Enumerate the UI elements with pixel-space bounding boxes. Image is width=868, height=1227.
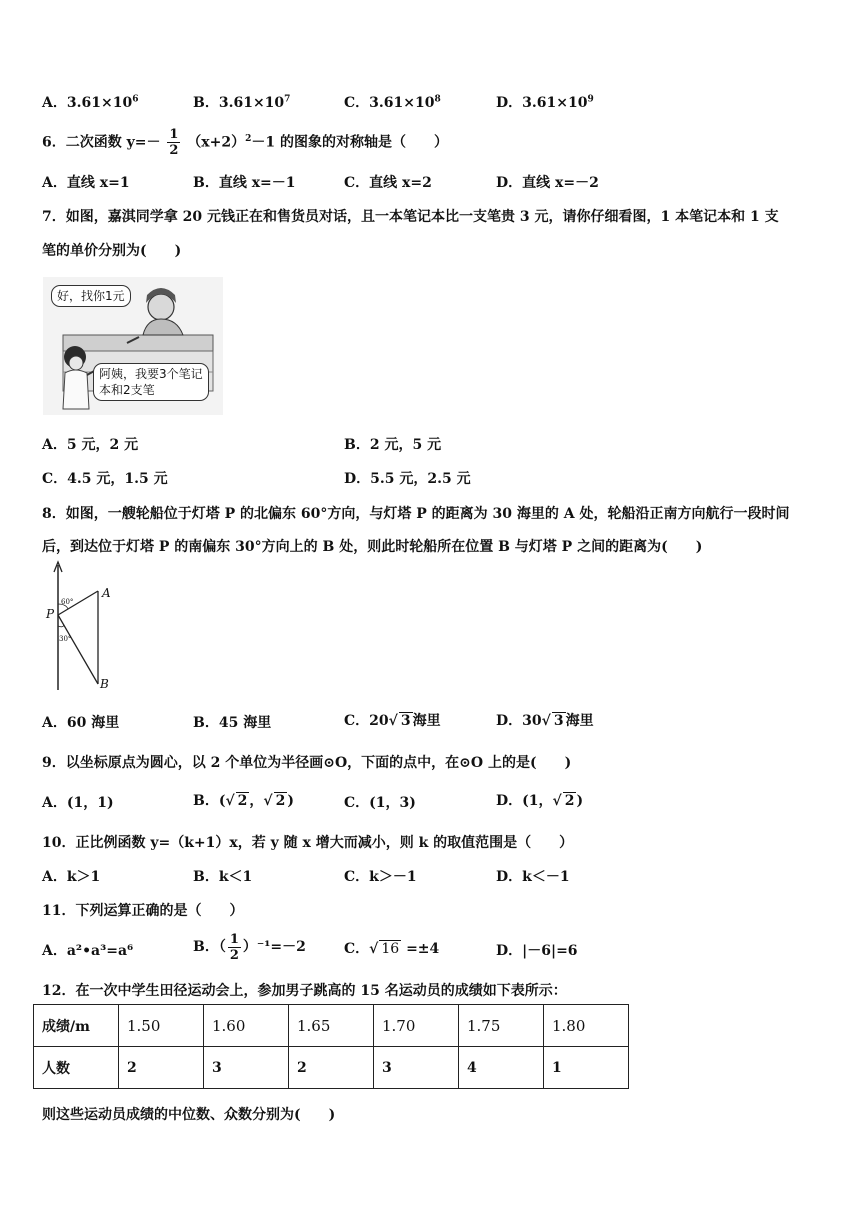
q10-option-d: D．k＜－1 xyxy=(496,869,570,885)
q7-bubble-clerk xyxy=(51,285,131,307)
q6-frac-num: 1 xyxy=(169,127,179,143)
q11-stem: 11．下列运算正确的是（ ） xyxy=(42,903,244,919)
q8-option-b-text: 45 海里 xyxy=(218,715,272,731)
q7-bubble-clerk-text: 好，找你1元 xyxy=(57,289,125,303)
q12-score-cell: 1.50 xyxy=(119,1005,204,1047)
q7-bubble-child-line1: 阿姨，我要3个笔记 xyxy=(99,367,203,381)
q6-option-c: C．直线 x=2 xyxy=(344,175,432,191)
q8-option-a-text: 60 海里 xyxy=(66,715,120,731)
q7-bubble-child-line2: 本和2支笔 xyxy=(99,383,155,397)
q5-option-c xyxy=(344,92,441,112)
q7-figure xyxy=(43,277,223,415)
q12-score-cell: 1.80 xyxy=(544,1005,629,1047)
q5-option-c-base: 3.61×10 xyxy=(369,95,435,111)
q11-option-b-den: 2 xyxy=(229,947,239,963)
q8-label-a: A xyxy=(102,586,111,600)
q8-label-b: B xyxy=(100,677,109,691)
q6-frac-den: 2 xyxy=(169,143,179,159)
q6-prefix: 6．二次函数 y=－ xyxy=(42,134,161,151)
q10-option-c: C．k＞－1 xyxy=(344,869,417,885)
q12-count-cell: 1 xyxy=(544,1047,629,1089)
q5-option-c-letter: C． xyxy=(344,95,370,111)
q7-stem-line2: 笔的单价分别为( ) xyxy=(42,243,182,259)
q11-option-d: D．|－6|=6 xyxy=(496,943,578,959)
q11-option-c: C．√ 16 =±4 xyxy=(344,941,440,957)
q12-score-table xyxy=(33,1004,629,1089)
q5-option-a-letter: A． xyxy=(42,95,67,111)
q11-option-b xyxy=(193,928,306,966)
q9-option-b-radicand2: 2 xyxy=(275,793,286,809)
q6-sup: 2 xyxy=(245,134,252,144)
q12-row-score xyxy=(34,1005,629,1047)
q9-option-d-close: ) xyxy=(576,793,584,809)
q5-option-b-letter: B． xyxy=(193,95,219,111)
q11-option-a: A．a²•a³=a⁶ xyxy=(42,943,134,959)
q5-option-d xyxy=(496,92,594,112)
q11-option-b-tail: ）⁻¹=－2 xyxy=(242,939,306,955)
q5-option-b-exp: 7 xyxy=(284,94,291,105)
q8-option-b xyxy=(193,712,271,732)
q12-count-cell: 3 xyxy=(204,1047,289,1089)
q8-option-c-unit: 海里 xyxy=(412,713,441,729)
q8-stem-line1: 8．如图，一艘轮船位于灯塔 P 的北偏东 60°方向，与灯塔 P 的距离为 30 海里的 A 处，轮船沿正南方向航行一段时间 xyxy=(42,506,790,522)
q5-option-b xyxy=(193,92,290,112)
q12-row-count xyxy=(34,1047,629,1089)
q5-option-b-base: 3.61×10 xyxy=(218,95,285,111)
q9-option-c: C．(1，3) xyxy=(344,795,416,811)
q8-option-d-coef: 30 xyxy=(522,713,542,729)
q5-option-d-letter: D． xyxy=(496,95,523,111)
q8-option-c-radicand: 3 xyxy=(400,713,411,729)
q5-option-d-base: 3.61×10 xyxy=(522,95,588,111)
q6-option-d: D．直线 x=－2 xyxy=(496,175,599,191)
q9-option-a: A．(1，1) xyxy=(42,795,114,811)
q5-option-c-exp: 8 xyxy=(434,94,441,105)
q6-option-a: A．直线 x=1 xyxy=(42,175,130,191)
q8-option-c-letter: C． xyxy=(344,713,370,729)
q8-stem-line2: 后，到达位于灯塔 P 的南偏东 30°方向上的 B 处，则此时轮船所在位置 B 与灯塔 P 之间的距离为( ) xyxy=(42,539,703,555)
q11-option-c-radicand: 16 xyxy=(381,941,400,957)
q7-stem-line1: 7．如图，嘉淇同学拿 20 元钱正在和售货员对话，且一本笔记本比一支笔贵 3 元，请你仔细看图，1 本笔记本和 1 支 xyxy=(42,209,779,225)
q5-option-a-base: 3.61×10 xyxy=(66,95,133,111)
q8-option-d-unit: 海里 xyxy=(565,713,594,729)
q10-option-a: A．k＞1 xyxy=(42,869,101,885)
q11-option-c-letter: C． xyxy=(344,941,370,957)
q12-score-cell: 1.65 xyxy=(289,1005,374,1047)
q12-count-cell: 2 xyxy=(119,1047,204,1089)
q11-option-b-fraction xyxy=(228,932,241,963)
q6-fraction xyxy=(167,127,180,158)
q11-option-b-letter: B．（ xyxy=(193,939,226,955)
q8-label-60: 60° xyxy=(61,598,74,606)
q12-score-cell: 1.75 xyxy=(459,1005,544,1047)
q12-count-cell: 2 xyxy=(289,1047,374,1089)
q12-row-score-header: 成绩/m xyxy=(34,1005,119,1047)
q12-score-cell: 1.60 xyxy=(204,1005,289,1047)
q12-score-cell: 1.70 xyxy=(374,1005,459,1047)
q8-option-d-radicand: 3 xyxy=(553,713,564,729)
q10-option-b: B．k＜1 xyxy=(193,869,253,885)
q9-option-b-close: ) xyxy=(287,793,294,809)
q12-count-cell: 4 xyxy=(459,1047,544,1089)
q9-option-b-letter: B．( xyxy=(193,793,226,809)
q12-count-cell: 3 xyxy=(374,1047,459,1089)
q8-label-30: 30° xyxy=(59,635,72,643)
q8-diagram xyxy=(42,560,122,695)
q9-option-d: D．(1，√ 2 ) xyxy=(496,793,584,809)
q8-option-c: C．20√ 3 海里 xyxy=(344,713,441,729)
q9-stem: 9．以坐标原点为圆心，以 2 个单位为半径画⊙O，下面的点中，在⊙O 上的是( ) xyxy=(42,755,572,771)
q8-label-p: P xyxy=(46,607,55,621)
q8-option-a-letter: A． xyxy=(42,715,67,731)
q7-option-b: B．2 元，5 元 xyxy=(344,437,442,453)
q8-option-b-letter: B． xyxy=(193,715,219,731)
q5-option-a xyxy=(42,92,138,112)
q7-option-c: C．4.5 元，1.5 元 xyxy=(42,471,168,487)
q8-option-a xyxy=(42,712,119,732)
q5-option-d-exp: 9 xyxy=(587,94,594,105)
q11-option-b-num: 1 xyxy=(229,931,239,947)
q7-option-d: D．5.5 元，2.5 元 xyxy=(344,471,471,487)
q9-option-b-radicand1: 2 xyxy=(237,793,248,809)
q6-stem xyxy=(42,121,448,161)
q6-option-b: B．直线 x=－1 xyxy=(193,175,296,191)
q12-question: 则这些运动员成绩的中位数、众数分别为( ) xyxy=(42,1107,336,1123)
q8-option-c-coef: 20 xyxy=(369,713,389,729)
q6-suffix: （x+2） xyxy=(187,134,246,151)
q12-row-count-header: 人数 xyxy=(34,1047,119,1089)
q6-tail: －1 的图象的对称轴是（ ） xyxy=(251,134,448,151)
q12-stem: 12．在一次中学生田径运动会上，参加男子跳高的 15 名运动员的成绩如下表所示： xyxy=(42,983,567,999)
q11-option-c-tail: =±4 xyxy=(406,941,440,957)
q9-option-b-comma: ， xyxy=(249,793,264,809)
q9-option-b: B．(√ 2 ，√ 2 ) xyxy=(193,793,294,809)
q8-option-d-letter: D． xyxy=(496,713,523,729)
q7-option-a: A．5 元，2 元 xyxy=(42,437,139,453)
q8-option-d: D．30√ 3 海里 xyxy=(496,713,594,729)
q9-option-d-letter: D．(1， xyxy=(496,793,553,809)
q5-option-a-exp: 6 xyxy=(132,94,139,105)
q7-bubble-child xyxy=(93,363,209,401)
q9-option-d-radicand: 2 xyxy=(564,793,575,809)
q10-stem: 10．正比例函数 y=（k+1）x，若 y 随 x 增大而减小，则 k 的取值范围是（ ） xyxy=(42,835,574,851)
q8-arc-30 xyxy=(58,625,64,627)
q8-figure xyxy=(42,560,122,695)
